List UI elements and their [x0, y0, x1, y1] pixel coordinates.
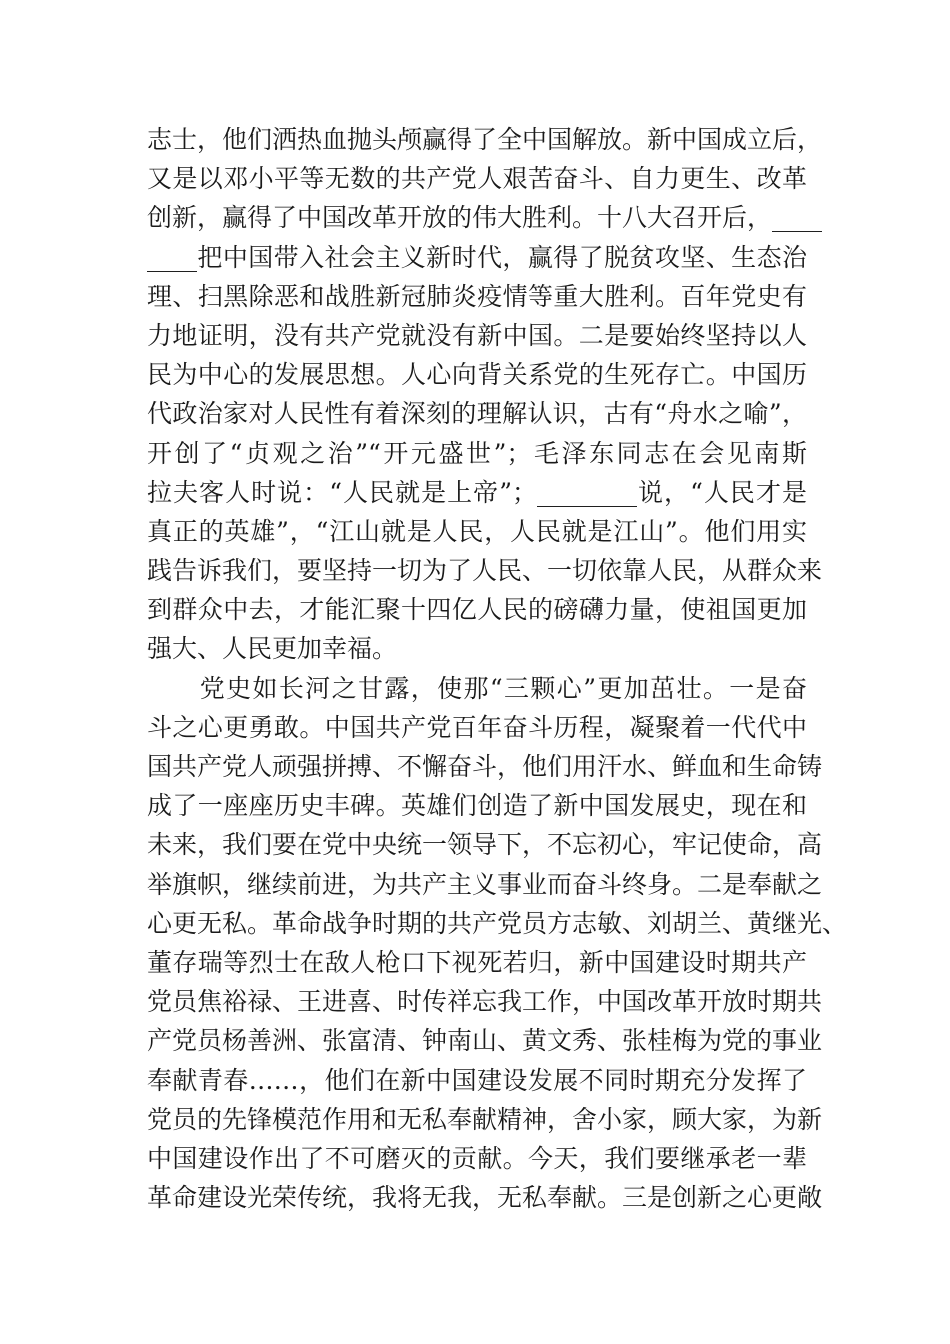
text-line: 力地证明，没有共产党就没有新中国。二是要始终坚持以人	[147, 320, 807, 350]
text-line: 斗之心更勇敢。中国共产党百年奋斗历程，凝聚着一代代中	[147, 712, 807, 742]
text-line: 理、扫黑除恶和战胜新冠肺炎疫情等重大胜利。百年党史有	[147, 281, 807, 311]
text-line: 党员焦裕禄、王进喜、时传祥忘我工作，中国改革开放时期共	[147, 987, 823, 1017]
text-line: 真正的英雄”，“江山就是人民，人民就是江山”。他们用实	[147, 516, 807, 546]
text-line: 成了一座座历史丰碑。英雄们创造了新中国发展史，现在和	[147, 791, 807, 821]
text-line: 举旗帜，继续前进，为共产主义事业而奋斗终身。二是奉献之	[147, 869, 823, 899]
body-text	[147, 120, 848, 1217]
paragraph-end-line: 强大、人民更加幸福。	[147, 634, 398, 664]
text-line: 开创了“贞观之治”“开元盛世”；毛泽东同志在会见南斯	[147, 438, 807, 468]
text-line: 国共产党人顽强拼搏、不懈奋斗，他们用汗水、鲜血和生命铸	[147, 752, 823, 781]
text-line: 又是以邓小平等无数的共产党人艰苦奋斗、自力更生、改革	[147, 164, 807, 194]
text-line: 未来，我们要在党中央统一领导下，不忘初心，牢记使命，高	[147, 830, 823, 860]
text-line: 践告诉我们，要坚持一切为了人民、一切依靠人民，从群众来	[147, 556, 823, 586]
text-line: 拉夫客人时说：“人民就是上帝”；________说，“人民才是	[147, 477, 807, 507]
text-line: 中国建设作出了不可磨灭的贡献。今天，我们要继承老一辈	[147, 1143, 807, 1173]
text-line: 董存瑞等烈士在敌人枪口下视死若归，新中国建设时期共产	[147, 947, 807, 977]
text-line: 民为中心的发展思想。人心向背关系党的生死存亡。中国历	[147, 360, 807, 390]
text-line: 产党员杨善洲、张富清、钟南山、黄文秀、张桂梅为党的事业	[147, 1026, 823, 1056]
text-line: 创新，赢得了中国改革开放的伟大胜利。十八大召开后，____	[147, 203, 823, 233]
text-line: 心更无私。革命战争时期的共产党员方志敏、刘胡兰、黄继光、	[147, 908, 848, 938]
text-line: ____把中国带入社会主义新时代，赢得了脱贫攻坚、生态治	[147, 242, 807, 272]
text-line: 革命建设光荣传统，我将无我，无私奉献。三是创新之心更敞	[147, 1183, 823, 1213]
text-line: 奉献青春……，他们在新中国建设发展不同时期充分发挥了	[147, 1065, 807, 1095]
text-line: 代政治家对人民性有着深刻的理解认识，古有“舟水之喻”，	[147, 399, 807, 429]
paragraph-start-line: 党史如长河之甘露，使那“三颗心”更加茁壮。一是奋	[147, 673, 807, 703]
text-line: 志士，他们洒热血抛头颅赢得了全中国解放。新中国成立后，	[147, 125, 823, 154]
text-line: 到群众中去，才能汇聚十四亿人民的磅礴力量，使祖国更加	[147, 595, 807, 625]
text-line: 党员的先锋模范作用和无私奉献精神，舍小家，顾大家，为新	[147, 1104, 823, 1134]
